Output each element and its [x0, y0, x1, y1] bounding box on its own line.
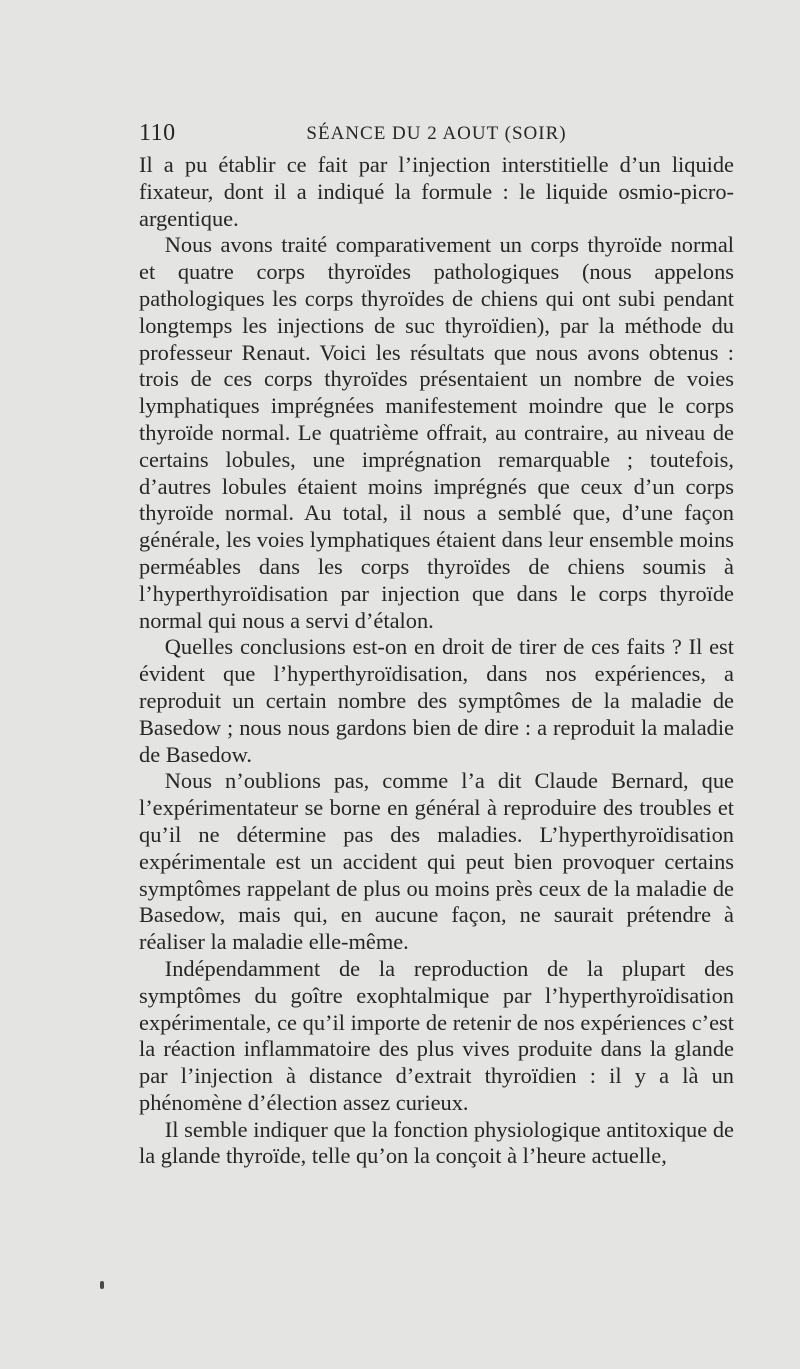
page-header [139, 120, 734, 152]
page-number: 110 [139, 120, 176, 146]
paragraph-1: Il a pu établir ce fait par l’injection interstitielle d’un liquide fixateur, dont il a indiqué la formule : le liquide osmio-picro-argentique. [139, 152, 734, 231]
body-text [139, 152, 734, 1170]
paragraph-6: Il semble indiquer que la fonction physiologique antitoxique de la glande thyroïde, telle qu’on la conçoit à l’heure actuelle, [139, 1116, 734, 1169]
paragraph-4: Nous n’oublions pas, comme l’a dit Claude Bernard, que l’expérimentateur se borne en général à reproduire des troubles et qu’il ne détermine pas des maladies. L’hyperthyroïdisation expérimentale est un accident qui peut bien provoquer certains symptômes rappelant de plus ou moins près ceux de la maladie de Basedow, mais qui, en aucune façon, ne saurait prétendre à réaliser la maladie elle-même. [139, 768, 734, 955]
paragraph-5: Indépendamment de la reproduction de la plupart des symptômes du goître exophtalmique par l’hyperthyroïdisation expérimentale, ce qu’il importe de retenir de nos expériences c’est la réaction inflammatoire des plus vives produite dans la glande par l’injection à distance d’extrait thyroïdien : il y a là un phénomène d’élection assez curieux. [139, 955, 734, 1115]
running-title: SÉANCE DU 2 AOUT (SOIR) [306, 123, 567, 144]
paragraph-3: Quelles conclusions est-on en droit de tirer de ces faits ? Il est évident que l’hyperthyroïdisation, dans nos expériences, a reproduit un certain nombre des symptômes de la maladie de Basedow ; nous nous gardons bien de dire : a reproduit la maladie de Basedow. [139, 634, 734, 767]
ink-speck [100, 1281, 104, 1289]
paragraph-2: Nous avons traité comparativement un corps thyroïde normal et quatre corps thyroïdes pathologiques (nous appelons pathologiques les corps thyroïdes de chiens qui ont subi pendant longtemps les injections de suc thyroïdien), par la méthode du professeur Renaut. Voici les résultats que nous avons obtenus : trois de ces corps thyroïdes présentaient un nombre de voies lymphatiques imprégnées manifestement moindre que le corps thyroïde normal. Le quatrième offrait, au contraire, au niveau de certains lobules, une imprégnation remarquable ; toutefois, d’autres lobules étaient moins imprégnés que ceux d’un corps thyroïde normal. Au total, il nous a semblé que, d’une façon générale, les voies lymphatiques étaient dans leur ensemble moins perméables dans les corps thyroïdes de chiens soumis à l’hyperthyroïdisation par injection que dans le corps thyroïde normal qui nous a servi d’étalon. [139, 232, 734, 633]
